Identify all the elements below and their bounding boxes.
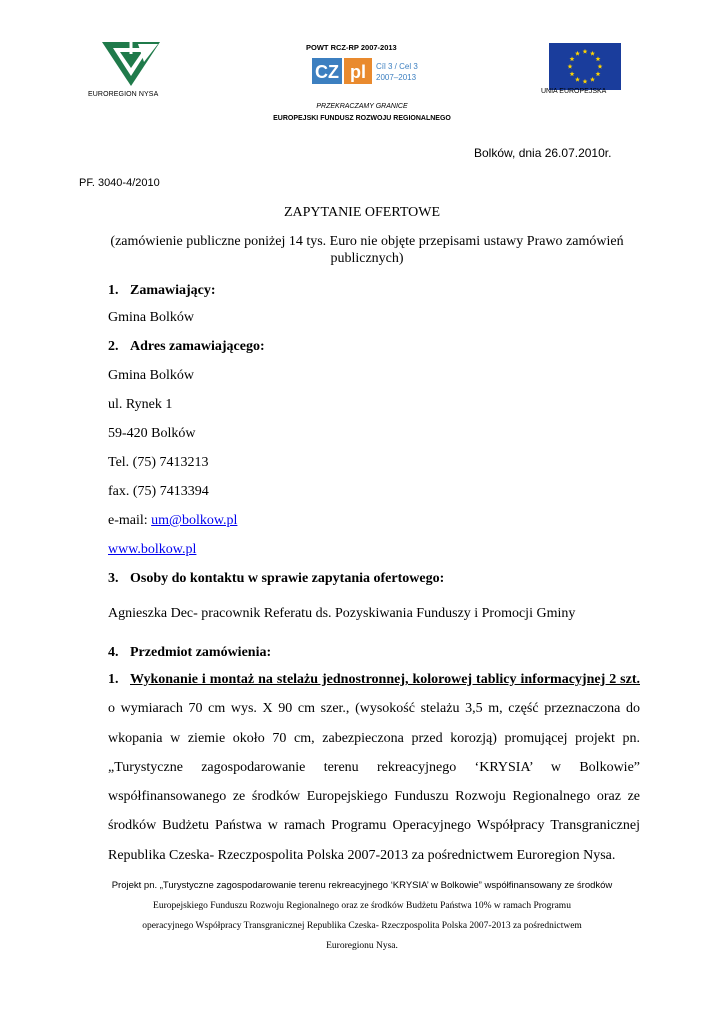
section-3-heading: [108, 570, 444, 588]
footer: [100, 876, 624, 956]
section-4-heading: [108, 644, 271, 662]
address-line: ul. Rynek 1: [108, 397, 173, 412]
email-link[interactable]: um@bolkow.pl: [151, 513, 238, 528]
section-1-body: Gmina Bolków: [108, 310, 194, 325]
phone-line: Tel. (75) 7413213: [108, 455, 209, 470]
section-2-number: 2.: [108, 339, 119, 354]
section-3-body: Agnieszka Dec- pracownik Referatu ds. Pozyskiwania Funduszy i Promocji Gminy: [108, 606, 576, 621]
eu-flag-icon: [549, 43, 621, 90]
section-4-title: Przedmiot zamówienia:: [130, 645, 272, 660]
item-1-description: o wymiarach 70 cm wys. X 90 cm szer., (wysokość stelażu 3,5 m, część przeznaczona do wkopania w ziemie około 70 cm, zabezpieczona przed korozją) promującej projekt pn. „Turystyczne zagospodarowanie terenu rekreacyjnego ‘KRYSIA’ w Bolkowie” współfinansowanego ze środków Europejskiego Funduszu Rozwoju Regionalnego oraz ze środków Budżetu Państwa w ramach Programu Operacyjnego Współpracy Transgranicznej Republika Czeska- Rzeczpospolita Polska 2007-2013 za pośrednictwem Euroregion Nysa.: [108, 701, 640, 863]
website-link[interactable]: www.bolkow.pl: [108, 542, 197, 557]
euroregion-label: EUROREGION NYSA: [88, 91, 159, 98]
footer-line: Europejskiego Funduszu Rozwoju Regionalnego oraz ze środków Budżetu Państwa 10% w ramach Programu: [153, 901, 571, 911]
document-title: ZAPYTANIE OFERTOWE: [283, 205, 441, 220]
section-3-title: Osoby do kontaktu w sprawie zapytania ofertowego:: [130, 571, 445, 586]
cz-pl-program-logo: [312, 57, 420, 85]
reference-number: PF. 3040-4/2010: [79, 177, 160, 189]
fund-name: EUROPEJSKI FUNDUSZ ROZWOJU REGIONALNEGO: [273, 115, 451, 122]
cz-text: CZ: [315, 62, 339, 82]
section-1-heading: [108, 282, 216, 300]
email-line: [108, 512, 237, 530]
email-prefix: e-mail:: [108, 513, 152, 528]
item-1-bold-lead: Wykonanie i montaż na stelażu jednostronnej, kolorowej tablicy informacyjnej 2 szt.: [130, 672, 640, 687]
footer-line: Euroregionu Nysa.: [326, 941, 398, 951]
section-4-number: 4.: [108, 645, 119, 660]
cz-pl-logo-line2: 2007–2013: [376, 73, 417, 82]
footer-line: operacyjnego Współpracy Transgranicznej Republika Czeska- Rzeczpospolita Polska 2007-2013 za pośrednictwem: [142, 921, 582, 931]
section-1-number: 1.: [108, 283, 119, 298]
document-subtitle: (zamówienie publiczne poniżej 14 tys. Euro nie objęte przepisami ustawy Prawo zamówień publicznych): [110, 234, 624, 266]
pl-text: pl: [350, 62, 366, 82]
section-2-heading: [108, 338, 265, 356]
item-1-number: 1.: [108, 672, 119, 687]
program-title: POWT RCZ-RP 2007-2013: [306, 43, 397, 52]
address-line: 59-420 Bolków: [108, 426, 196, 441]
website-line: [108, 541, 196, 559]
address-line: Gmina Bolków: [108, 368, 194, 383]
section-1-title: Zamawiający:: [130, 283, 216, 298]
fax-line: fax. (75) 7413394: [108, 484, 209, 499]
date-line: Bolków, dnia 26.07.2010r.: [474, 146, 612, 160]
section-3-number: 3.: [108, 571, 119, 586]
section-2-title: Adres zamawiającego:: [130, 339, 265, 354]
cz-pl-logo-line1: Cíl 3 / Cel 3: [376, 62, 418, 71]
euroregion-nysa-logo: [100, 40, 162, 88]
footer-line: Projekt pn. „Turystyczne zagospodarowanie terenu rekreacyjnego ‘KRYSIA’ w Bolkowie” współfinansowany ze środków: [111, 880, 613, 891]
item-1-text: [108, 665, 640, 870]
eu-label: UNIA EUROPEJSKA: [541, 88, 607, 95]
slogan: PRZEKRACZAMY GRANICE: [316, 103, 408, 110]
